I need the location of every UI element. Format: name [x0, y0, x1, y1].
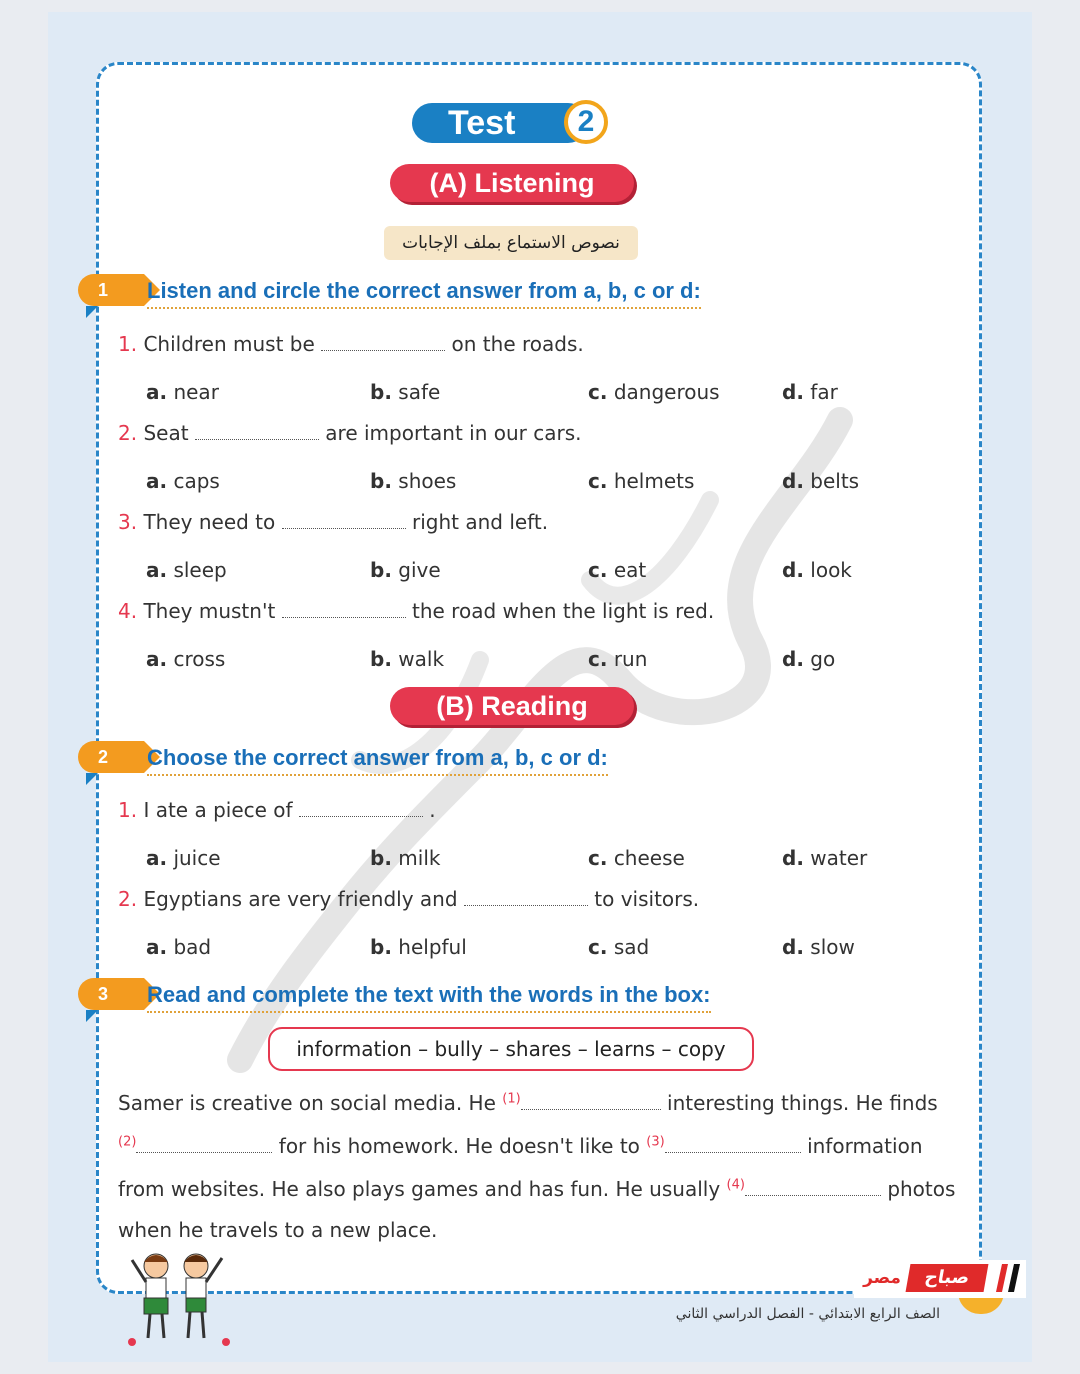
option-b[interactable]: b. milk [370, 846, 441, 870]
item-text: the road when the light is red. [412, 599, 715, 623]
item-text: Egyptians are very friendly and [143, 887, 458, 911]
answer-blank[interactable] [282, 601, 406, 618]
logo-main-text: صباح [906, 1264, 989, 1292]
children-illustration [116, 1248, 236, 1348]
item-number: 1. [118, 798, 138, 822]
answer-blank[interactable] [195, 423, 319, 440]
item-text: They mustn't [143, 599, 276, 623]
option-b[interactable]: b. walk [370, 647, 445, 671]
paragraph-line-2: $^{(2)}$ for his homework. He doesn't like to $^{(3)}$ information [118, 1134, 923, 1158]
question-line [118, 421, 581, 445]
option-c[interactable]: c. sad [588, 935, 650, 959]
logo-stripes-icon [990, 1264, 1024, 1292]
answer-blank-1[interactable] [521, 1093, 661, 1110]
section-reading: (B) Reading [390, 687, 634, 725]
option-d[interactable]: d. slow [782, 935, 855, 959]
answer-blank-2[interactable] [136, 1136, 272, 1153]
option-a[interactable]: a. cross [146, 647, 226, 671]
blank-marker-3: (3) [646, 1134, 665, 1150]
item-text: . [429, 798, 436, 822]
option-d[interactable]: d. look [782, 558, 852, 582]
question-line [118, 887, 699, 911]
arabic-note: نصوص الاستماع بملف الإجابات [384, 226, 638, 260]
item-number: 3. [118, 510, 138, 534]
option-b[interactable]: b. helpful [370, 935, 467, 959]
question-line [118, 332, 584, 356]
section-listening: (A) Listening [390, 164, 634, 202]
option-d[interactable]: d. belts [782, 469, 860, 493]
item-number: 2. [118, 887, 138, 911]
badge-tail [86, 1010, 98, 1022]
question-badge-2: 2 [78, 741, 144, 773]
item-text: are important in our cars. [325, 421, 582, 445]
option-c[interactable]: c. dangerous [588, 380, 720, 404]
option-c[interactable]: c. run [588, 647, 648, 671]
question-badge-3: 3 [78, 978, 144, 1010]
question-title-3: Read and complete the text with the words in the box: [147, 982, 711, 1013]
word-box: information – bully – shares – learns – copy [268, 1027, 754, 1071]
paragraph-line-3: from websites. He also plays games and has fun. He usually $^{(4)}$ photos [118, 1177, 956, 1201]
paragraph-line-4: when he travels to a new place. [118, 1218, 438, 1242]
answer-blank[interactable] [282, 512, 406, 529]
answer-blank-4[interactable] [745, 1179, 881, 1196]
logo-sub-text: مصر [863, 1268, 901, 1288]
item-text: Children must be [143, 332, 315, 356]
question-badge-1: 1 [78, 274, 144, 306]
blank-marker-4: (4) [726, 1177, 745, 1193]
footer-grade-text: الصف الرابع الابتدائي - الفصل الدراسي الثاني [675, 1306, 940, 1322]
blank-marker-1: (1) [502, 1091, 521, 1107]
option-b[interactable]: b. shoes [370, 469, 457, 493]
badge-tail [86, 773, 98, 785]
option-b[interactable]: b. safe [370, 380, 441, 404]
option-c[interactable]: c. helmets [588, 469, 695, 493]
answer-blank[interactable] [299, 800, 423, 817]
item-text: I ate a piece of [143, 798, 293, 822]
question-title-1: Listen and circle the correct answer from a, b, c or d: [147, 278, 701, 309]
item-text: right and left. [411, 510, 549, 534]
item-text: Seat [143, 421, 189, 445]
item-number: 4. [118, 599, 138, 623]
option-a[interactable]: a. near [146, 380, 219, 404]
question-line [118, 798, 436, 822]
question-line [118, 599, 714, 623]
answer-blank-3[interactable] [665, 1136, 801, 1153]
option-b[interactable]: b. give [370, 558, 441, 582]
badge-tail [86, 306, 98, 318]
option-c[interactable]: c. eat [588, 558, 647, 582]
option-d[interactable]: d. far [782, 380, 838, 404]
option-a[interactable]: a. bad [146, 935, 212, 959]
option-d[interactable]: d. go [782, 647, 836, 671]
item-text: They need to [143, 510, 276, 534]
item-text: on the roads. [451, 332, 584, 356]
question-line [118, 510, 548, 534]
paragraph-line-1: Samer is creative on social media. He $^{(1)}$ interesting things. He finds [118, 1091, 938, 1115]
question-title-2: Choose the correct answer from a, b, c or d: [147, 745, 608, 776]
option-d[interactable]: d. water [782, 846, 868, 870]
item-text: to visitors. [594, 887, 700, 911]
answer-blank[interactable] [321, 334, 445, 351]
item-number: 1. [118, 332, 138, 356]
option-a[interactable]: a. caps [146, 469, 220, 493]
option-a[interactable]: a. juice [146, 846, 221, 870]
option-a[interactable]: a. sleep [146, 558, 227, 582]
answer-blank[interactable] [464, 889, 588, 906]
option-c[interactable]: c. cheese [588, 846, 685, 870]
test-title: Test [412, 103, 588, 143]
test-number: 2 [564, 100, 608, 144]
item-number: 2. [118, 421, 138, 445]
blank-marker-2: (2) [118, 1134, 137, 1150]
